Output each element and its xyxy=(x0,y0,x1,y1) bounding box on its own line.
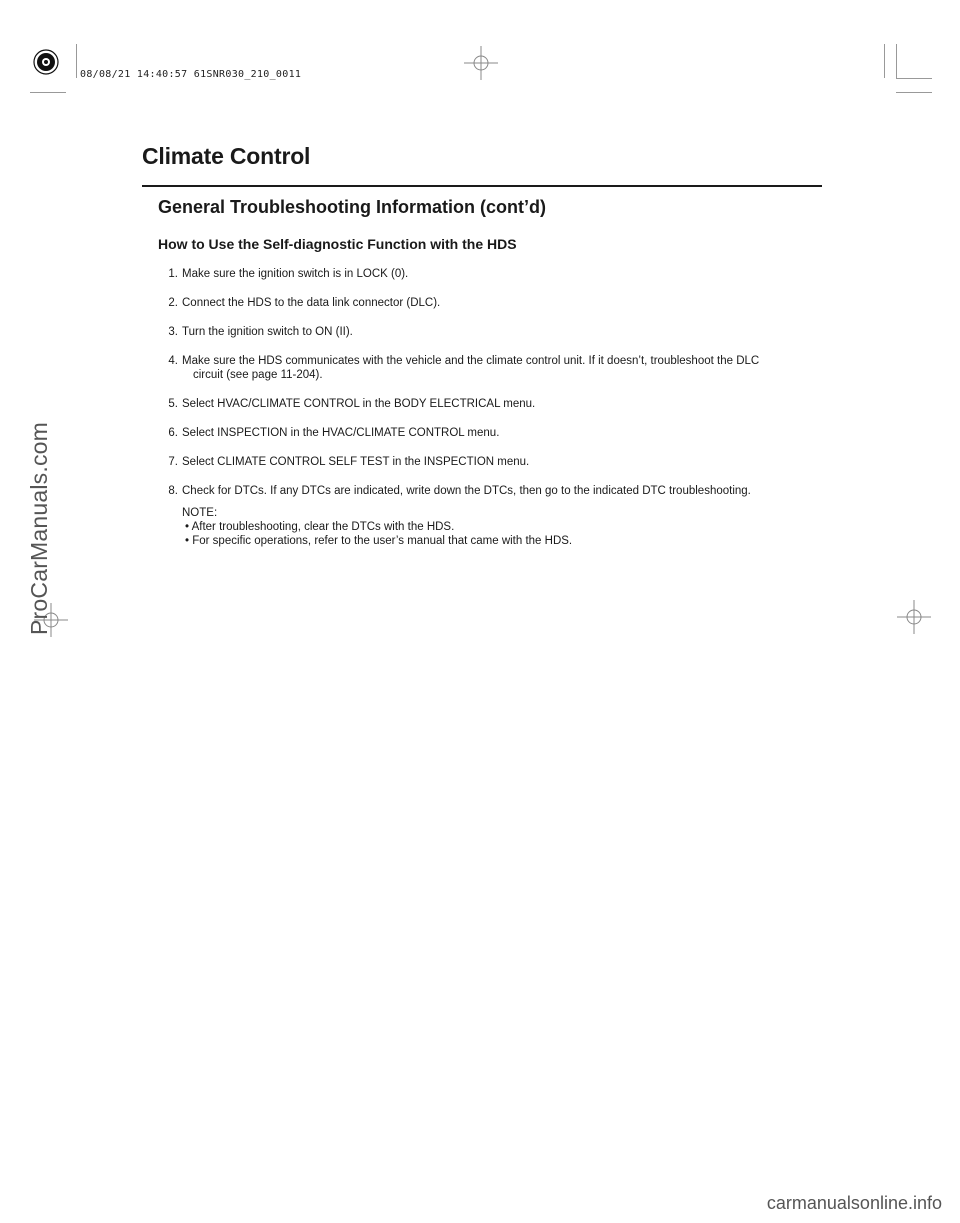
step-number: 7. xyxy=(168,456,178,468)
step-text: Select INSPECTION in the HVAC/CLIMATE CONTROL menu. xyxy=(182,427,500,439)
step-number: 5. xyxy=(168,398,178,410)
step-number: 6. xyxy=(168,427,178,439)
step-text-continued: circuit (see page 11-204). xyxy=(193,369,323,381)
step-text: Connect the HDS to the data link connector (DLC). xyxy=(182,297,441,309)
title-divider xyxy=(142,185,822,187)
crop-mark xyxy=(30,92,66,93)
crop-mark xyxy=(896,78,932,79)
registration-target-icon xyxy=(26,42,66,82)
step-item xyxy=(160,455,820,469)
step-text: Turn the ignition switch to ON (II). xyxy=(182,326,353,338)
crosshair-icon xyxy=(464,46,498,80)
step-item xyxy=(160,296,820,310)
step-item xyxy=(160,354,820,382)
step-number: 1. xyxy=(168,268,178,280)
step-item xyxy=(160,484,820,548)
subsection-heading: How to Use the Self-diagnostic Function with the HDS xyxy=(158,236,517,252)
step-number: 8. xyxy=(168,485,178,497)
step-item xyxy=(160,267,820,281)
crop-mark xyxy=(76,44,77,78)
step-item xyxy=(160,397,820,411)
note-block xyxy=(182,506,820,548)
note-bullet: • After troubleshooting, clear the DTCs with the HDS. xyxy=(182,520,820,534)
step-number: 3. xyxy=(168,326,178,338)
step-text: Make sure the ignition switch is in LOCK (0). xyxy=(182,268,409,280)
crop-mark xyxy=(896,44,897,78)
step-text: Select CLIMATE CONTROL SELF TEST in the INSPECTION menu. xyxy=(182,456,530,468)
crop-mark xyxy=(896,92,932,93)
crop-mark xyxy=(884,44,885,78)
section-heading: General Troubleshooting Information (cont’d) xyxy=(158,197,546,217)
step-text: Select HVAC/CLIMATE CONTROL in the BODY ELECTRICAL menu. xyxy=(182,398,536,410)
step-text: Make sure the HDS communicates with the vehicle and the climate control unit. If it doesn’t, troubleshoot the DLC xyxy=(182,355,760,367)
print-stamp: 08/08/21 14:40:57 61SNR030_210_0011 xyxy=(80,69,302,80)
watermark-left: ProCarManuals.com xyxy=(26,421,52,635)
step-number: 2. xyxy=(168,297,178,309)
step-number: 4. xyxy=(168,355,178,367)
procedure-steps xyxy=(160,267,820,563)
crosshair-icon xyxy=(897,600,931,634)
step-item xyxy=(160,325,820,339)
note-label: NOTE: xyxy=(182,507,218,519)
note-bullet: • For specific operations, refer to the user’s manual that came with the HDS. xyxy=(182,534,820,548)
watermark-bottom: carmanualsonline.info xyxy=(766,1193,942,1213)
step-text: Check for DTCs. If any DTCs are indicated, write down the DTCs, then go to the indicated DTC troubleshooting. xyxy=(182,485,751,497)
page-title: Climate Control xyxy=(142,143,311,169)
step-item xyxy=(160,426,820,440)
